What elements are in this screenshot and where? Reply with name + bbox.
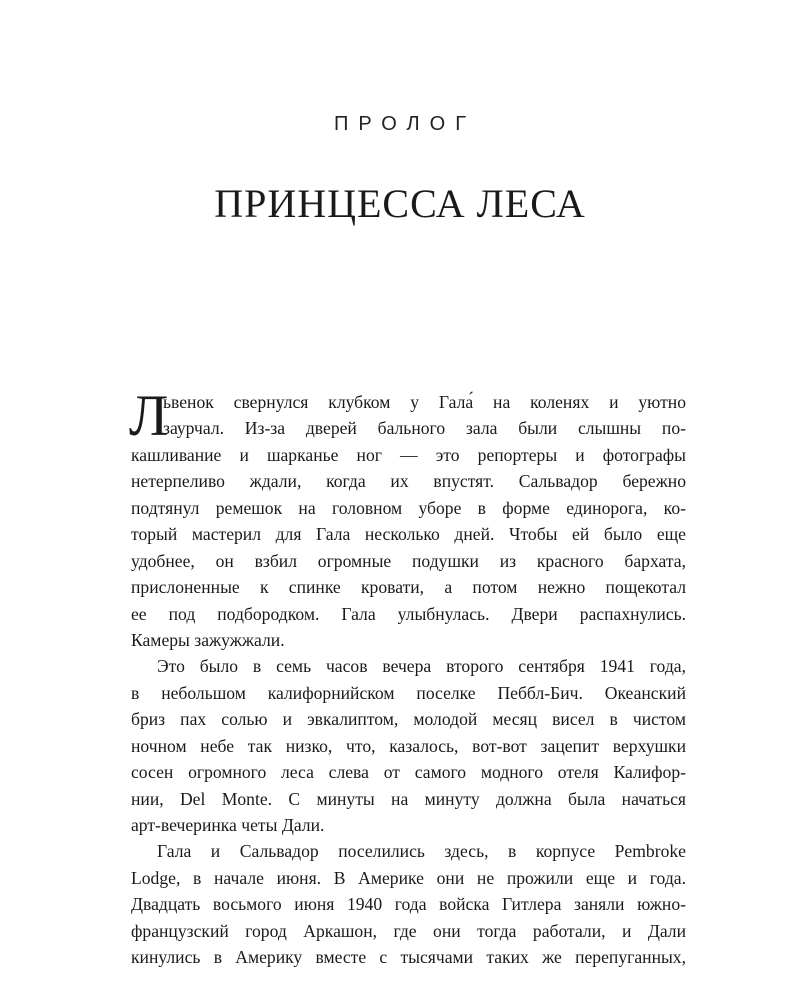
text-line: торый мастерил для Гала несколько дней. Чтобы ей было еще xyxy=(131,524,686,545)
text-line: кинулись в Америку вместе с тысячами таких же перепуганных, xyxy=(131,947,686,968)
text-line: арт-вечеринка четы Дали. xyxy=(131,815,325,835)
chapter-label: ПРОЛОГ xyxy=(333,113,477,135)
text-line: прислоненные к спинке кровати, а потом нежно пощекотал xyxy=(131,577,686,598)
text-line: Камеры зажужжали. xyxy=(131,629,285,650)
body-text xyxy=(129,383,686,971)
text-line: французский город Аркашон, где они тогда работали, и Дали xyxy=(131,920,686,941)
text-line: подтянул ремешок на головном уборе в форме единорога, ко- xyxy=(131,497,686,518)
text-line: бриз пах солью и эвкалиптом, молодой месяц висел в чистом xyxy=(131,709,686,730)
text-line: ночном небе так низко, что, казалось, вот-вот зацепит верхушки xyxy=(131,735,686,756)
text-line: нии, Del Monte. С минуты на минуту должна была начаться xyxy=(131,788,686,809)
text-line: Это было в семь часов вечера второго сентября 1941 года, xyxy=(157,656,686,677)
text-line: Lodge, в начале июня. В Америке они не прожили еще и года. xyxy=(131,867,686,888)
text-line: Двадцать восьмого июня 1940 года войска Гитлера заняли южно- xyxy=(131,894,686,915)
text-line: заурчал. Из-за дверей бального зала были слышны по- xyxy=(163,418,686,439)
text-line: сосен огромного леса слева от самого модного отеля Калифор- xyxy=(131,762,686,783)
text-line: Гала и Сальвадор поселились здесь, в корпусе Pembroke xyxy=(157,841,686,862)
text-line: нетерпеливо ждали, когда их впустят. Сальвадор бережно xyxy=(131,471,686,492)
text-line: ее под подбородком. Гала улыбнулась. Двери распахнулись. xyxy=(131,603,686,624)
text-line: удобнее, он взбил огромные подушки из красного бархата, xyxy=(131,550,686,571)
text-line: ьвенок свернулся клубком у Гала́ на коленях и уютно xyxy=(163,392,686,412)
drop-cap: Л xyxy=(129,383,169,448)
text-line: в небольшом калифорнийском поселке Пеббл-Бич. Океанский xyxy=(131,682,686,703)
text-line: кашливание и шарканье ног — это репортеры и фотографы xyxy=(131,444,686,465)
chapter-title: ПРИНЦЕССА ЛЕСА xyxy=(214,181,586,226)
